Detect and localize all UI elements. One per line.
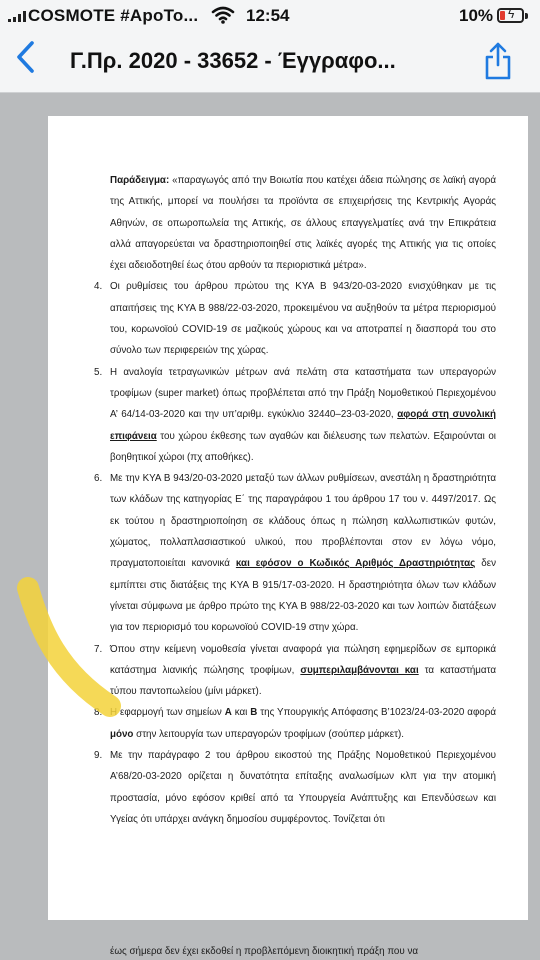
- list-item-5: [94, 362, 496, 468]
- chevron-left-icon: [14, 40, 36, 74]
- status-bar: [0, 0, 540, 32]
- item-text: Η αναλογία τετραγωνικών μέτρων ανά πελάτη στα καταστήματα των υπεραγορών τροφίμων (super market) όπως προβλέπεται από την Πράξη Νομοθετικού Περιεχομένου Α’ 64/14-03-2020 και την υπ’αριθμ. εγκύκλιο 32440–23-03-2020,: [110, 366, 496, 421]
- item-emphasis: αφορά στη συνολική επιφάνεια: [110, 409, 497, 442]
- battery-icon: ϟ: [497, 8, 524, 23]
- item-emphasis-only: μόνο: [110, 728, 134, 740]
- list-item-4: [94, 276, 496, 361]
- item-text: και: [231, 707, 251, 719]
- example-label: Παράδειγμα:: [110, 175, 170, 186]
- item-text: Όπου στην κείμενη νομοθεσία γίνεται αναφορά για πώληση εφημερίδων σε εμπορικά κατάστημα λιανικής πώλησης τροφίμων,: [110, 643, 496, 676]
- item-number: 8.: [94, 707, 103, 719]
- item-number: 6.: [94, 473, 103, 485]
- list-item-7: [94, 639, 496, 703]
- navigation-bar: [0, 32, 540, 93]
- share-icon: [483, 42, 513, 80]
- carrier-name: COSMOTE #ΑpoTo...: [28, 6, 199, 25]
- item-number: 7.: [94, 643, 103, 655]
- list-item-8: [94, 702, 496, 745]
- item-text: της Υπουργικής Απόφασης Β’1023/24-03-2020 αφορά: [257, 707, 496, 719]
- item-text: Με την ΚΥΑ Β 943/20-03-2020 μεταξύ των άλλων ρυθμίσεων, ανεστάλη η δραστηριότητα των κλάδων της κατηγορίας Ε΄ της παραγράφου 1 του άρθρου 17 του ν. 4497/2017. Ως εκ τούτου η δραστηριοποίηση σε κλάδους όπως η πώληση καλλωπιστικών φυτών, χώματος, πολλαπλασιαστικού υλικού, που προβλέπονται στον εν λόγω νόμο, πραγματοποιείται κανονικά: [110, 473, 496, 570]
- battery-cap: [525, 13, 528, 19]
- item-emphasis-b: Β: [250, 707, 258, 719]
- item-number: 5.: [94, 366, 103, 378]
- list-item-9: [94, 745, 496, 830]
- page-title: Γ.Πρ. 2020 - 33652 - Έγγραφο...: [70, 48, 396, 73]
- battery-percentage: 10%: [459, 6, 494, 25]
- item-text-cont: του χώρου έκθεσης των αγαθών και διέλευσης των πελατών. Εξαιρούνται οι βοηθητικοί χώροι (πχ αποθήκες).: [110, 430, 496, 463]
- item-text: Η εφαρμογή των σημείων: [110, 707, 225, 719]
- item-emphasis: συμπεριλαμβάνονται και: [300, 664, 419, 676]
- list-item-6: [94, 468, 496, 638]
- item-text-cont: τα καταστήματα τύπου παντοπωλείου (μίνι μάρκετ).: [110, 664, 496, 698]
- item-text: Με την παράγραφο 2 του άρθρου εικοστού της Πράξης Νομοθετικού Περιεχομένου Α’68/20-03-2020 ορίζεται η δυνατότητα επίταξης αναλωσίμων κλπ για την ατομική προστασία, μόνο εφόσον κριθεί από τα Υπουργεία Ανάπτυξης και Επενδύσεων και Υγείας ότι υπάρχει ανάγκη δημοσίου συμφέροντος. Τονίζεται ότι: [110, 750, 496, 825]
- item-emphasis: και εφόσον ο Κωδικός Αριθμός Δραστηριότητας: [235, 558, 476, 570]
- item-text-cont: δεν εμπίπτει στις διατάξεις της ΚΥΑ Β 915/17-03-2020. Η δραστηριότητα όλων των κλάδων γίνεται σύμφωνα με άρθρο πρώτο της ΚΥΑ Β 988/22-03-2020 και των λοιπών διατάξεων για τον περιορισμό του κορωνοϊού COVID-19 στην χώρα.: [110, 558, 496, 634]
- example-paragraph: [94, 170, 496, 276]
- back-button[interactable]: [14, 40, 36, 81]
- document-body: [94, 170, 496, 830]
- wifi-icon: [211, 6, 235, 29]
- clock: 12:54: [246, 6, 290, 25]
- share-button[interactable]: [483, 42, 513, 85]
- item-emphasis-a: Α: [224, 707, 232, 719]
- item-number: 4.: [94, 281, 103, 293]
- signal-strength-icon: [8, 10, 26, 22]
- next-page-first-line: έως σήμερα δεν έχει εκδοθεί η προβλεπόμενη διοικητική πράξη που να: [110, 946, 419, 957]
- item-number: 9.: [94, 750, 103, 762]
- item-text: στην λειτουργία των υπεραγορών τροφίμων (σούπερ μάρκετ).: [133, 728, 404, 740]
- example-text: «παραγωγός από την Βοιωτία που κατέχει άδεια πώλησης σε λαϊκή αγορά της Αττικής, μπορεί να πουλήσει τα προϊόντα σε επιχειρήσεις της Κεντρικής Αγοράς Αθηνών, σε οπωροπωλεία της Αττικής, σε άλλους επαγγελματίες ανά την Επικράτεια αλλά απαγορεύεται να δραστηριοποιηθεί στις λαϊκές αγορές της Αττικής για τις οποίες έχει αδειοδοτηθεί έως ότου αρθούν τα περιοριστικά μέτρα».: [110, 175, 496, 272]
- item-text: Οι ρυθμίσεις του άρθρου πρώτου της ΚΥΑ Β 943/20-03-2020 ενισχύθηκαν με τις απαιτήσεις της ΚΥΑ Β 988/22-03-2020, προκειμένου να αυξηθούν τα μέτρα περιορισμού του, κορωνοϊού COVID-19 σε μαζικούς χώρους και να αποτραπεί η διασπορά του στο σύνολο των περιφερειών της χώρας.: [110, 281, 496, 357]
